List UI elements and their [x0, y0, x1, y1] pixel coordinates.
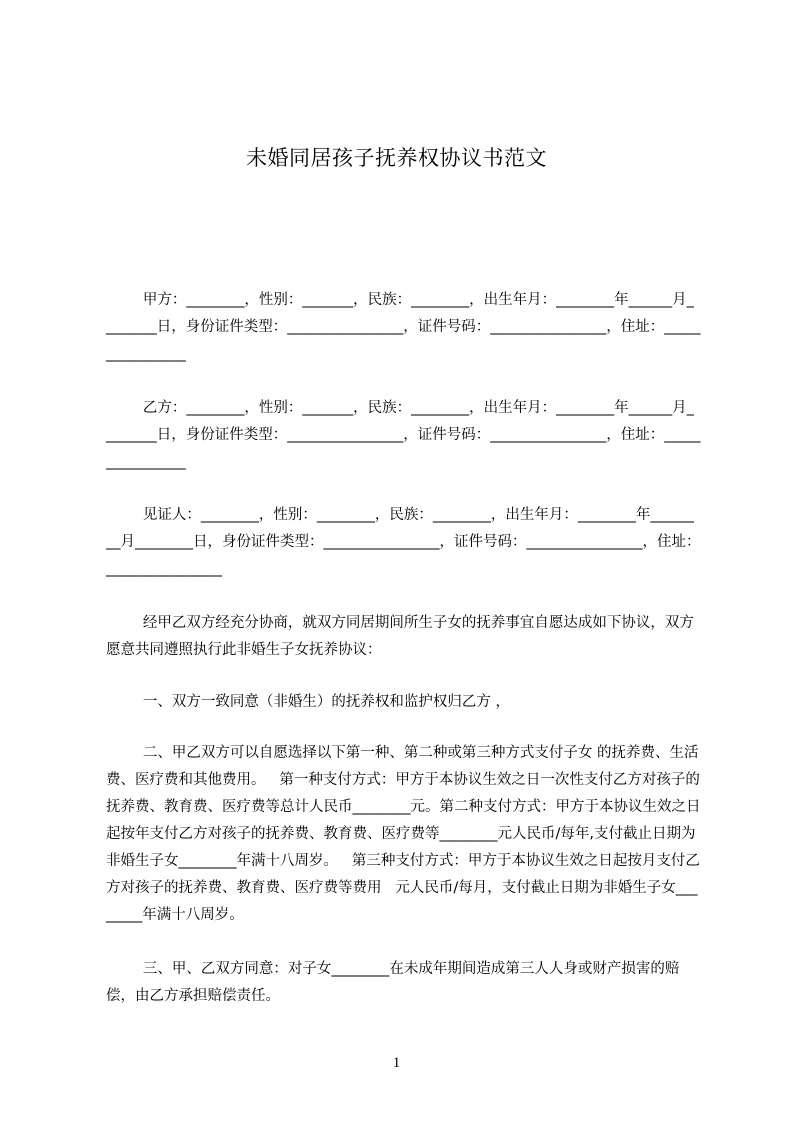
- page-number: 1: [392, 1055, 401, 1071]
- party-b-info: 乙方：________，性别：_______，民族：________，出生年月：________年______月________日，身份证件类型：________________，证件号码：________________，住址：________________: [106, 400, 701, 470]
- clause-three: 三、甲、乙双方同意：对子女________在未成年期间造成第三人人身或财产损害的赔偿，由乙方承担赔偿责任。: [106, 961, 680, 1004]
- clause-one: 一、双方一致同意（非婚生）的抚养权和监护权归乙方 ，: [106, 694, 510, 710]
- party-a-info: 甲方：________，性别：_______，民族：________，出生年月：________年______月________日，身份证件类型：________________，证件号码：________________，住址：________________: [106, 292, 701, 362]
- document-title: 未婚同居孩子抚养权协议书范文: [246, 146, 547, 170]
- witness-info: 见证人：________，性别：________，民族：________，出生年月：________年________月________日，身份证件类型：________________，证件号码：________________，住址：________________: [106, 507, 701, 577]
- agreement-preamble: 经甲乙双方经充分协商，就双方同居期间所生子女的抚养事宜自愿达成如下协议，双方愿意共同遵照执行此非婚生子女抚养协议：: [106, 615, 694, 658]
- clause-two: 二、甲乙双方可以自愿选择以下第一种、第二种或第三种方式支付子女 的抚养费、生活费、医疗费和其他费用。 第一种支付方式：甲方于本协议生效之日一次性支付乙方对孩子的抚养费、教育费、医疗费等总计人民币________元。第二种支付方式：甲方于本协议生效之日起按年支付乙方对孩子的抚养费、教育费、医疗费等________元人民币/每年,支付截止日期为非婚生子女________年满十八周岁。 第三种支付方式：甲方于本协议生效之日起按月支付乙方对孩子的抚养费、教育费、医疗费等费用 元人民币/每月，支付截止日期为非婚生子女________年满十八周岁。: [106, 745, 701, 923]
